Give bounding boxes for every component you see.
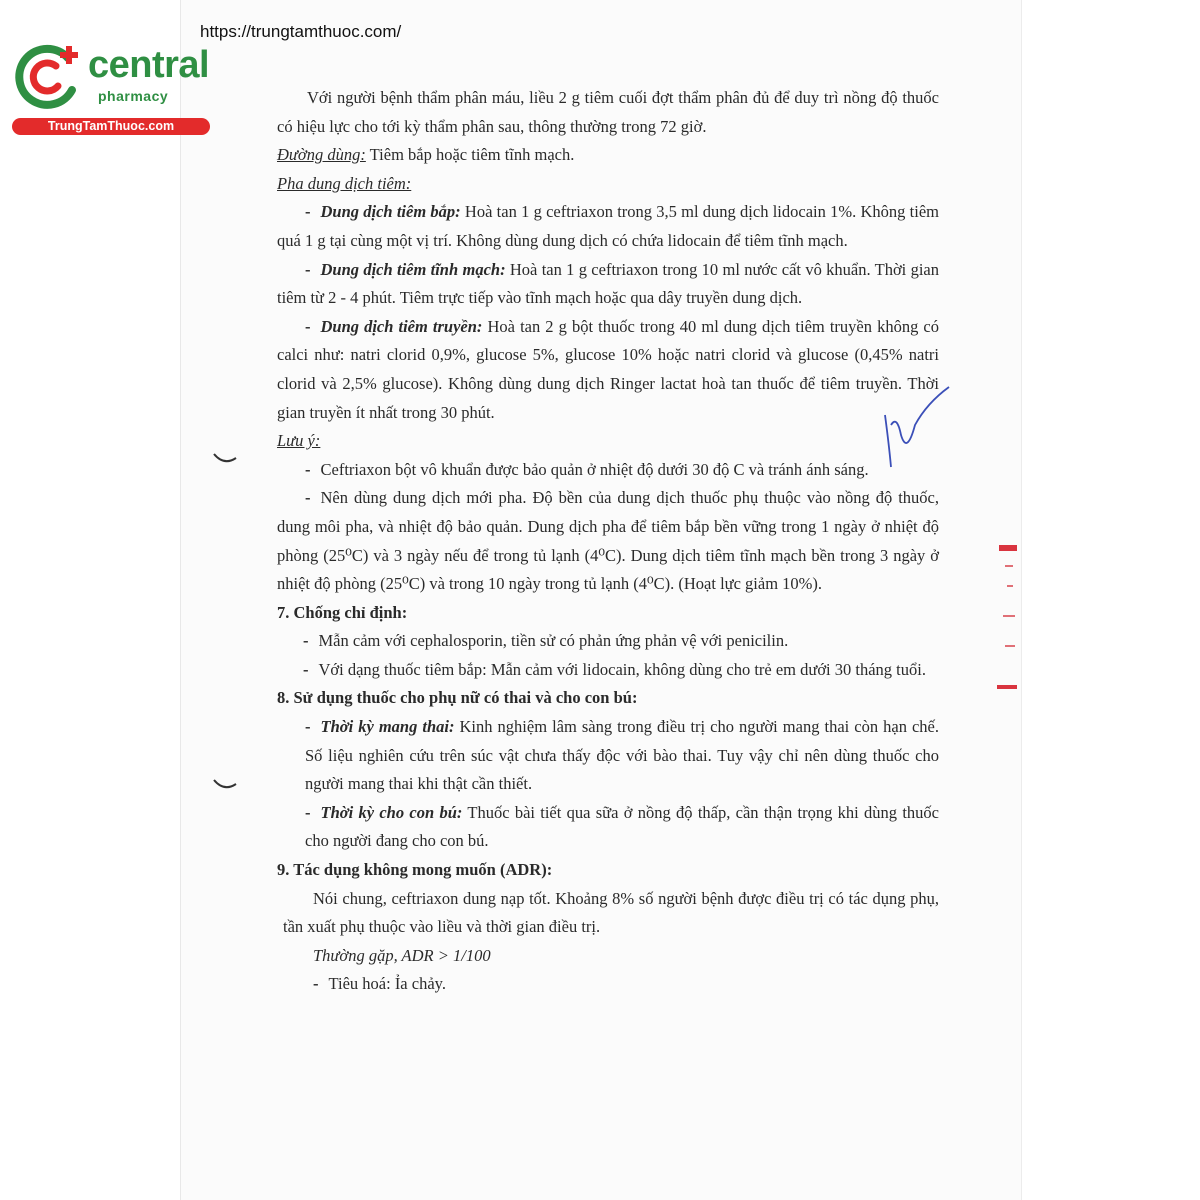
list-item-common-adr	[277, 970, 939, 999]
ci1-text: Mẫn cảm với cephalosporin, tiền sử có phản ứng phản vệ với penicilin.	[318, 631, 789, 651]
list-item-lactation	[277, 799, 939, 856]
logo-brand-text: central	[88, 44, 210, 86]
pregnancy-text: Kinh nghiệm lâm sàng trong điều trị cho người mang thai còn hạn chế. Số liệu nghiên cứu trên súc vật chưa thấy độc với bào thai. Tuy vậy chỉ nên dùng thuốc cho người mang thai khi thật cần thiết.	[305, 717, 939, 794]
list-item-iv	[277, 256, 939, 313]
route-line	[277, 141, 939, 170]
punch-hole-mark	[212, 778, 238, 792]
ci2-text: Với dạng thuốc tiêm bắp: Mẫn cảm với lidocain, không dùng cho trẻ em dưới 30 tháng tuổi.	[318, 659, 926, 679]
pregnancy-label: Thời kỳ mang thai:	[320, 717, 455, 737]
bullet-dash: -	[305, 459, 311, 479]
bullet-dash: -	[313, 974, 319, 994]
logo-domain-bar: TrungTamThuoc.com	[12, 118, 210, 135]
stamp-edge-mark	[995, 545, 1019, 695]
lactation-label: Thời kỳ cho con bú:	[320, 802, 463, 822]
list-item-ci2	[277, 656, 939, 685]
note2-text: Nên dùng dung dịch mới pha. Độ bền của dung dịch thuốc phụ thuộc vào nồng độ thuốc, dung môi pha, và nhiệt độ bảo quản. Dung dịch pha để tiêm bắp bền vững trong 1 ngày ở nhiệt độ phòng (25⁰C) và 3 ngày nếu để trong tủ lạnh (4⁰C). Dung dịch tiêm tĩnh mạch bền trong 3 ngày ở nhiệt độ phòng (25⁰C) và trong 10 ngày trong tủ lạnh (4⁰C). (Hoạt lực giảm 10%).	[277, 488, 939, 594]
section-heading-7: 7. Chống chỉ định:	[277, 602, 408, 622]
common-adr-text: Tiêu hoá: Ỉa chảy.	[328, 974, 446, 994]
source-url: https://trungtamthuoc.com/	[200, 22, 402, 41]
list-item-infusion	[277, 313, 939, 427]
bullet-dash: -	[305, 259, 311, 279]
route-text: Tiêm bắp hoặc tiêm tĩnh mạch.	[365, 145, 575, 165]
im-label: Dung dịch tiêm bắp:	[320, 202, 461, 222]
iv-label: Dung dịch tiêm tĩnh mạch:	[320, 259, 506, 279]
paragraph-dialysis: Với người bệnh thẩm phân máu, liều 2 g tiêm cuối đợt thẩm phân đủ để duy trì nồng độ thuốc có hiệu lực cho tới kỳ thẩm phân sau, thông thường trong 72 giờ.	[277, 88, 939, 136]
paragraph-adr-intro: Nói chung, ceftriaxon dung nạp tốt. Khoảng 8% số người bệnh được điều trị có tác dụng phụ, tần xuất phụ thuộc vào liều và thời gian điều trị.	[283, 888, 939, 937]
lactation-text: Thuốc bài tiết qua sữa ở nồng độ thấp, cần thận trọng khi dùng thuốc cho người đang cho con bú.	[305, 802, 939, 851]
iv-text: Hoà tan 1 g ceftriaxon trong 10 ml nước cất vô khuẩn. Thời gian tiêm từ 2 - 4 phút. Tiêm trực tiếp vào tĩnh mạch hoặc qua dây truyền dung dịch.	[277, 259, 939, 308]
list-item-note-stability	[277, 484, 939, 598]
infusion-text: Hoà tan 2 g bột thuốc trong 40 ml dung dịch tiêm truyền không có calci như: natri clorid 0,9%, glucose 5%, glucose 10% hoặc natri clorid và glucose (0,45% natri clorid và 2,5% glucose). Không dùng dung dịch Ringer lactat hoà tan thuốc để tiêm truyền. Thời gian truyền ít nhất trong 30 phút.	[277, 316, 939, 422]
bullet-dash: -	[303, 631, 309, 651]
note1-text: Ceftriaxon bột vô khuẩn được bảo quản ở nhiệt độ dưới 30 độ C và tránh ánh sáng.	[320, 459, 869, 479]
note-heading	[277, 427, 939, 456]
bullet-dash: -	[303, 659, 309, 679]
route-label: Đường dùng:	[277, 145, 366, 165]
list-item-im	[277, 198, 939, 255]
infusion-label: Dung dịch tiêm truyền:	[320, 316, 483, 336]
logo-ring-icon	[10, 38, 88, 116]
prep-heading	[277, 170, 939, 199]
im-text: Hoà tan 1 g ceftriaxon trong 3,5 ml dung dịch lidocain 1%. Không tiêm quá 1 g tại cùng một vị trí. Không dùng dung dịch có chứa lidocain để tiêm tĩnh mạch.	[277, 202, 939, 250]
punch-hole-mark	[212, 452, 238, 466]
bullet-dash: -	[305, 802, 311, 822]
list-item-ci1	[277, 627, 939, 656]
list-item-note-storage	[277, 456, 939, 485]
pharmacy-logo	[10, 38, 215, 138]
logo-sub-text: pharmacy	[98, 88, 169, 104]
bullet-dash: -	[305, 202, 311, 222]
note-label: Lưu ý:	[277, 431, 321, 451]
list-item-pregnancy	[277, 713, 939, 799]
bullet-dash: -	[305, 717, 311, 737]
section-heading-9: 9. Tác dụng không mong muốn (ADR):	[277, 860, 553, 880]
section-heading-8: 8. Sử dụng thuốc cho phụ nữ có thai và cho con bú:	[277, 688, 638, 708]
document-content	[277, 84, 939, 999]
common-adr-label: Thường gặp, ADR > 1/100	[313, 945, 491, 965]
prep-label: Pha dung dịch tiêm:	[277, 173, 412, 193]
bullet-dash: -	[305, 316, 311, 336]
bullet-dash: -	[305, 488, 311, 508]
